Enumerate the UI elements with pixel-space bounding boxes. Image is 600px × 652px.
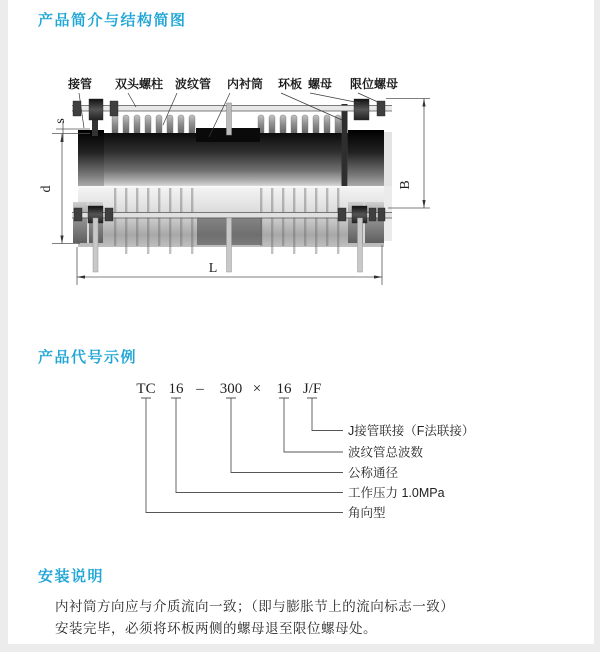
label-bellows: 波纹管 [174,77,212,91]
left-nut-pair [89,99,103,120]
label-inner-liner: 内衬筒 [226,77,264,91]
svg-text:d: d [39,185,54,193]
label-nut: 螺母 [307,77,333,91]
code-desc-angular-type: 角向型 [348,506,386,520]
code-segment-waves: 16 [276,381,292,397]
installation-note-line1: 内衬筒方向应与介质流向一致；（即与膨胀节上的流向标志一致） [55,599,455,614]
part-labels [67,76,398,91]
installation-note-line2: 安装完毕，必须将环板两侧的螺母退至限位螺母处。 [55,621,377,636]
code-segment-diameter: 300 [219,381,243,397]
structure-diagram [0,60,480,310]
code-tick-marks [141,398,317,403]
code-desc-nominal-diameter: 公称通径 [348,466,399,480]
svg-text:s: s [53,118,68,124]
label-ring-plate: 环板 [277,77,303,91]
code-segment-connection: J/F [302,381,322,397]
left-limit-nut [73,101,81,116]
svg-text:L: L [208,261,218,276]
joint-bottom-half [72,186,392,272]
code-segment-times: × [252,381,262,397]
ring-plate [342,104,348,186]
center-pin [227,103,232,135]
code-segment-type: TC [136,381,156,397]
section-title-installation: 安装说明 [38,568,105,585]
code-segments [136,381,321,397]
label-stud-bolt: 双头螺柱 [114,77,164,91]
code-descriptions [348,423,474,520]
right-pipe-end [348,130,384,186]
left-pipe-end [78,130,104,186]
code-desc-wave-count: 波纹管总波数 [348,445,424,460]
svg-text:B: B [398,180,413,190]
section-title-product-intro: 产品简介与结构简图 [38,12,187,29]
code-segment-pressure: 16 [168,381,184,397]
code-desc-connection: J接管联接（F法联接） [348,424,475,438]
code-desc-working-pressure: 工作压力 1.0MPa [348,486,445,500]
code-segment-dash: – [196,381,204,397]
label-limit-nut: 限位螺母 [349,77,399,91]
joint-top-half [72,99,392,186]
label-connection-pipe: 接管 [67,77,93,91]
code-connector-lines [146,403,343,513]
product-code-chart [0,370,600,530]
dimension-B [386,99,430,209]
page-edge-right [594,0,600,652]
page-edge-bottom [0,644,600,652]
page-edge-left [0,0,8,652]
right-limit-nut [377,101,385,116]
section-title-product-code: 产品代号示例 [38,349,138,366]
